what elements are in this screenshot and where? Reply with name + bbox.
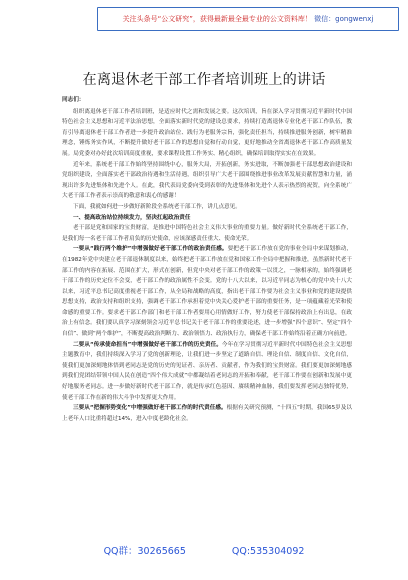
salutation: 同志们：: [62, 97, 85, 103]
contact-footer: [0, 543, 408, 557]
body-paragraph: 组织离退休老干部工作者培训班，是适应时代之需和发展之要。这次培训，旨在深入学习贯彻习近平新时代中国特色社会主义思想和习近平法治思想，全面落实新时代党的建设总要求，持续打造离退休专业化老干部工作队伍，教育引导离退休老干部工作者进一步提升政治站位、践行为老服务宗旨，强化责任担当，持续推进服务创新，树牢精准理念，锤炼务实作风，不断提升做好老干部工作的思想自觉和行动自觉，更好地推动全省离退休老干部工作高质量发展。局党委对办好此次培训高度重视，要求课程设置工作务实、精心组织，确保培训取得实实在在效果。: [62, 108, 352, 157]
section-heading-one: 一、提高政治站位持续发力，坚决扛起政治责任: [73, 214, 191, 221]
document-body: [62, 95, 352, 424]
point-three-paragraph: [62, 403, 352, 424]
banner-promo-text: 关注头条号“公文研究”，获得最新最全最专业的公文资料库！: [122, 15, 312, 23]
promo-banner: [97, 7, 399, 31]
point-two-lead: 二要从“传承使命担当”中增强做好老干部工作的历史责任。: [73, 341, 222, 348]
point-two-paragraph: [62, 340, 352, 404]
document-title: 在离退休老干部工作者培训班上的讲话: [82, 72, 326, 88]
point-one-text: 要把老干部工作放在党的事业全局中来谋划推动，在1982年党中央建立老干部退休制度以来，始终把老干部工作放在党和国家工作全局中把握和推进，虽然新时代老干部工作的内容在拓展、范围在扩大，形式在创新，但党中央对老干部工作的政策一以贯之，一脉相承的，始终强调老干部工作的历史定位不会变，老干部工作的政治属性不会变。党的十八大以来，以习近平同志为核心的党中央十八大以来，习近平总书记高度重视老干部工作，从全局和战略的高度，指出老干部工作要为社会主义事业和党的建设提供思想支持，政治支持和组织支持，强调老干部工作承担着党中央关心爱护老干部的重要任务，是一项蕴藏着光荣和使命感的重要工作。要求老干部工作部门和老干部工作者要用心用情做好工作，努力使老干部保持政治上有出息，在政治上有信念。我们要认真学习深刻领会习近平总书记关于老干部工作的重要论述，进一步增强“四个意识”、坚定“四个自信”、做到“两个维护”，不断提高政治判断力、政治领悟力、政治执行力，确保老干部工作始终沿着正确方向前进。: [62, 246, 352, 338]
body-paragraph: 近年来，系统老干部工作始终坚持围绕中心，服务大局，开拓创新，务实进取，不断加强老干部思想政治建设和党组织建设，全面落实老干部政治待遇和生活待遇，组织引导广大老干部围绕推进事业改革发展贡献智慧和力量，涌现出许多先进集体和先进个人。在此，我代表局党委向受到表彰的先进集体和先进个人表示热烈的祝贺，向全系统广大老干部工作者表示崇高的敬意和衷心的感谢！: [62, 161, 352, 200]
point-three-lead: 三要从“把握形势变化”中增强做好老干部工作的时代责任感。: [73, 405, 227, 412]
section-one-intro: 老干部是党和国家的宝贵财富，是推进中国特色社会主义伟大事业的重要力量。做好新时代全系统老干部工作，是我们每一名老干部工作者肩负的历史使命，应该深感责任重大、使命光荣。: [62, 225, 352, 242]
point-one-lead: 一要从“践行两个维护”中增强做好老干部工作的政治责任感。: [73, 246, 228, 253]
qq-number-text: QQ:535304092: [231, 546, 305, 557]
body-paragraph: 下面，我就如何进一步做好新阶段全系统老干部工作，讲几点意见。: [73, 203, 241, 210]
point-two-text: 今年在学习贯彻习近平新时代中国特色社会主义思想主题教育中，我们持续深入学习了党的创新理论，让我们进一步坚定了道路自信、理论自信、制度自信、文化自信，使我们更加深刻地体悟到老同志是党的历史的见证者、亲历者、贡献者，作为我们的宝贵财富。我们要更加深刻地感到我们党团结带领中国人民在创造“四个伟大成就”中都凝结着老同志的开拓和奉献，老干部工作要在创新和发展中更好地服务老同志。进一步做好新时代老干部工作，就是传承红色基因、赓续精神血脉，我们要发挥老同志独特优势，使老干部工作在新的伟大斗争中发挥更大作用。: [62, 341, 352, 401]
qq-group-text: QQ群：30265665: [103, 546, 186, 557]
point-three-text: 根据有关研究预测，“十四五”时期，我国65岁及以上老年人口比重将超过14%，进入中度老龄化社会。: [62, 405, 353, 422]
banner-wechat-text: 微信：gongwenxj: [314, 15, 374, 23]
point-one-paragraph: [62, 244, 352, 339]
